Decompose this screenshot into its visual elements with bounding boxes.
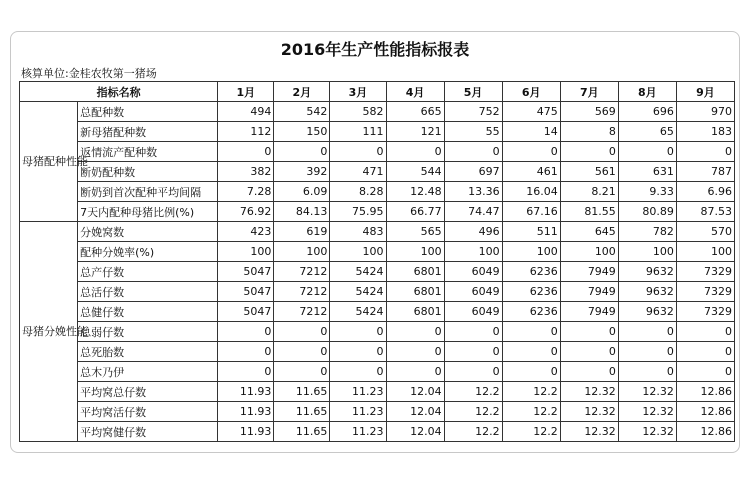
table-row — [20, 302, 735, 322]
value-cell: 0 — [330, 322, 386, 342]
month-header: 4月 — [386, 82, 444, 102]
value-cell: 81.55 — [560, 202, 618, 222]
value-cell: 782 — [618, 222, 676, 242]
month-header: 6月 — [502, 82, 560, 102]
value-cell: 74.47 — [444, 202, 502, 222]
value-cell: 6.09 — [274, 182, 330, 202]
value-cell: 5424 — [330, 282, 386, 302]
metric-label: 总健仔数 — [78, 302, 218, 322]
value-cell: 0 — [274, 322, 330, 342]
metric-label: 断奶配种数 — [78, 162, 218, 182]
value-cell: 183 — [676, 122, 734, 142]
value-cell: 8.28 — [330, 182, 386, 202]
value-cell: 13.36 — [444, 182, 502, 202]
metric-label: 总产仔数 — [78, 262, 218, 282]
value-cell: 0 — [560, 322, 618, 342]
value-cell: 544 — [386, 162, 444, 182]
value-cell: 0 — [560, 142, 618, 162]
value-cell: 12.2 — [502, 402, 560, 422]
value-cell: 0 — [502, 362, 560, 382]
value-cell: 12.48 — [386, 182, 444, 202]
value-cell: 787 — [676, 162, 734, 182]
value-cell: 11.23 — [330, 422, 386, 442]
value-cell: 0 — [502, 142, 560, 162]
value-cell: 6236 — [502, 262, 560, 282]
value-cell: 392 — [274, 162, 330, 182]
value-cell: 11.93 — [218, 422, 274, 442]
metric-label: 分娩窝数 — [78, 222, 218, 242]
value-cell: 12.2 — [444, 382, 502, 402]
value-cell: 0 — [218, 342, 274, 362]
value-cell: 7.28 — [218, 182, 274, 202]
value-cell: 11.65 — [274, 402, 330, 422]
value-cell: 11.93 — [218, 382, 274, 402]
value-cell: 100 — [502, 242, 560, 262]
metric-label: 配种分娩率(%) — [78, 242, 218, 262]
table-row — [20, 422, 735, 442]
value-cell: 0 — [618, 142, 676, 162]
value-cell: 65 — [618, 122, 676, 142]
value-cell: 475 — [502, 102, 560, 122]
value-cell: 75.95 — [330, 202, 386, 222]
value-cell: 0 — [444, 342, 502, 362]
table-row — [20, 362, 735, 382]
value-cell: 471 — [330, 162, 386, 182]
table-row — [20, 342, 735, 362]
value-cell: 55 — [444, 122, 502, 142]
value-cell: 0 — [386, 342, 444, 362]
value-cell: 7212 — [274, 282, 330, 302]
metric-label: 新母猪配种数 — [78, 122, 218, 142]
value-cell: 9632 — [618, 262, 676, 282]
month-header: 7月 — [560, 82, 618, 102]
value-cell: 150 — [274, 122, 330, 142]
value-cell: 76.92 — [218, 202, 274, 222]
value-cell: 0 — [676, 362, 734, 382]
value-cell: 12.04 — [386, 402, 444, 422]
metric-label: 平均窝总仔数 — [78, 382, 218, 402]
table-row — [20, 242, 735, 262]
value-cell: 5047 — [218, 262, 274, 282]
value-cell: 565 — [386, 222, 444, 242]
month-header: 2月 — [274, 82, 330, 102]
month-header: 5月 — [444, 82, 502, 102]
value-cell: 6236 — [502, 282, 560, 302]
value-cell: 6801 — [386, 262, 444, 282]
value-cell: 14 — [502, 122, 560, 142]
value-cell: 16.04 — [502, 182, 560, 202]
value-cell: 970 — [676, 102, 734, 122]
table-row — [20, 182, 735, 202]
value-cell: 112 — [218, 122, 274, 142]
value-cell: 12.86 — [676, 422, 734, 442]
value-cell: 11.93 — [218, 402, 274, 422]
value-cell: 6.96 — [676, 182, 734, 202]
value-cell: 0 — [618, 322, 676, 342]
value-cell: 631 — [618, 162, 676, 182]
performance-table — [19, 81, 735, 442]
value-cell: 6049 — [444, 302, 502, 322]
value-cell: 5047 — [218, 302, 274, 322]
value-cell: 7212 — [274, 302, 330, 322]
table-row — [20, 102, 735, 122]
value-cell: 665 — [386, 102, 444, 122]
metric-label: 7天内配种母猪比例(%) — [78, 202, 218, 222]
value-cell: 6236 — [502, 302, 560, 322]
value-cell: 11.23 — [330, 382, 386, 402]
value-cell: 100 — [676, 242, 734, 262]
value-cell: 100 — [618, 242, 676, 262]
value-cell: 12.32 — [618, 422, 676, 442]
value-cell: 80.89 — [618, 202, 676, 222]
value-cell: 494 — [218, 102, 274, 122]
value-cell: 100 — [274, 242, 330, 262]
value-cell: 12.32 — [560, 402, 618, 422]
indicator-header: 指标名称 — [20, 82, 218, 102]
table-row — [20, 202, 735, 222]
accounting-unit: 核算单位:金桂农牧第一猪场 — [21, 67, 157, 80]
metric-label: 总活仔数 — [78, 282, 218, 302]
value-cell: 561 — [560, 162, 618, 182]
value-cell: 12.86 — [676, 382, 734, 402]
month-header: 9月 — [676, 82, 734, 102]
value-cell: 570 — [676, 222, 734, 242]
value-cell: 100 — [560, 242, 618, 262]
value-cell: 5424 — [330, 302, 386, 322]
table-row — [20, 222, 735, 242]
value-cell: 752 — [444, 102, 502, 122]
value-cell: 0 — [274, 362, 330, 382]
value-cell: 12.32 — [560, 422, 618, 442]
group-label: 母猪配种性能 — [20, 102, 78, 222]
value-cell: 111 — [330, 122, 386, 142]
value-cell: 12.32 — [618, 402, 676, 422]
month-header: 1月 — [218, 82, 274, 102]
value-cell: 496 — [444, 222, 502, 242]
value-cell: 0 — [444, 142, 502, 162]
value-cell: 0 — [218, 362, 274, 382]
value-cell: 0 — [330, 362, 386, 382]
value-cell: 12.2 — [502, 382, 560, 402]
value-cell: 511 — [502, 222, 560, 242]
value-cell: 9632 — [618, 282, 676, 302]
value-cell: 9.33 — [618, 182, 676, 202]
value-cell: 5047 — [218, 282, 274, 302]
value-cell: 0 — [218, 322, 274, 342]
table-row — [20, 382, 735, 402]
value-cell: 542 — [274, 102, 330, 122]
value-cell: 7329 — [676, 282, 734, 302]
value-cell: 7949 — [560, 262, 618, 282]
value-cell: 0 — [502, 342, 560, 362]
value-cell: 582 — [330, 102, 386, 122]
value-cell: 100 — [218, 242, 274, 262]
table-row — [20, 122, 735, 142]
value-cell: 100 — [444, 242, 502, 262]
value-cell: 0 — [676, 142, 734, 162]
value-cell: 0 — [218, 142, 274, 162]
metric-label: 总配种数 — [78, 102, 218, 122]
table-row — [20, 262, 735, 282]
metric-label: 总木乃伊 — [78, 362, 218, 382]
value-cell: 569 — [560, 102, 618, 122]
value-cell: 66.77 — [386, 202, 444, 222]
value-cell: 461 — [502, 162, 560, 182]
metric-label: 总死胎数 — [78, 342, 218, 362]
value-cell: 645 — [560, 222, 618, 242]
table-row — [20, 402, 735, 422]
value-cell: 0 — [676, 322, 734, 342]
value-cell: 7329 — [676, 262, 734, 282]
value-cell: 7212 — [274, 262, 330, 282]
header-row — [20, 82, 735, 102]
metric-label: 平均窝健仔数 — [78, 422, 218, 442]
value-cell: 696 — [618, 102, 676, 122]
value-cell: 619 — [274, 222, 330, 242]
value-cell: 0 — [560, 362, 618, 382]
value-cell: 382 — [218, 162, 274, 182]
value-cell: 6801 — [386, 302, 444, 322]
value-cell: 12.2 — [502, 422, 560, 442]
value-cell: 0 — [330, 342, 386, 362]
value-cell: 483 — [330, 222, 386, 242]
value-cell: 11.65 — [274, 422, 330, 442]
value-cell: 0 — [560, 342, 618, 362]
table-row — [20, 322, 735, 342]
value-cell: 7949 — [560, 282, 618, 302]
value-cell: 84.13 — [274, 202, 330, 222]
metric-label: 平均窝活仔数 — [78, 402, 218, 422]
value-cell: 67.16 — [502, 202, 560, 222]
value-cell: 697 — [444, 162, 502, 182]
value-cell: 11.65 — [274, 382, 330, 402]
value-cell: 12.04 — [386, 422, 444, 442]
value-cell: 0 — [676, 342, 734, 362]
value-cell: 0 — [386, 362, 444, 382]
value-cell: 100 — [386, 242, 444, 262]
table-row — [20, 282, 735, 302]
value-cell: 0 — [618, 342, 676, 362]
value-cell: 6049 — [444, 262, 502, 282]
value-cell: 9632 — [618, 302, 676, 322]
report-title: 2016年生产性能指标报表 — [280, 40, 470, 59]
month-header: 3月 — [330, 82, 386, 102]
value-cell: 8 — [560, 122, 618, 142]
month-header: 8月 — [618, 82, 676, 102]
table-body — [20, 102, 735, 442]
value-cell: 121 — [386, 122, 444, 142]
value-cell: 0 — [444, 322, 502, 342]
value-cell: 0 — [386, 322, 444, 342]
value-cell: 0 — [618, 362, 676, 382]
metric-label: 总弱仔数 — [78, 322, 218, 342]
value-cell: 12.32 — [618, 382, 676, 402]
value-cell: 0 — [274, 142, 330, 162]
metric-label: 返情流产配种数 — [78, 142, 218, 162]
value-cell: 12.04 — [386, 382, 444, 402]
value-cell: 12.32 — [560, 382, 618, 402]
value-cell: 12.2 — [444, 402, 502, 422]
value-cell: 0 — [502, 322, 560, 342]
value-cell: 5424 — [330, 262, 386, 282]
value-cell: 0 — [330, 142, 386, 162]
value-cell: 6801 — [386, 282, 444, 302]
value-cell: 7949 — [560, 302, 618, 322]
value-cell: 6049 — [444, 282, 502, 302]
table-row — [20, 142, 735, 162]
value-cell: 423 — [218, 222, 274, 242]
value-cell: 0 — [444, 362, 502, 382]
value-cell: 0 — [386, 142, 444, 162]
value-cell: 12.86 — [676, 402, 734, 422]
report-card — [10, 31, 740, 453]
value-cell: 11.23 — [330, 402, 386, 422]
value-cell: 12.2 — [444, 422, 502, 442]
table-row — [20, 162, 735, 182]
metric-label: 断奶到首次配种平均间隔 — [78, 182, 218, 202]
value-cell: 0 — [274, 342, 330, 362]
value-cell: 100 — [330, 242, 386, 262]
group-label: 母猪分娩性能 — [20, 222, 78, 442]
value-cell: 87.53 — [676, 202, 734, 222]
value-cell: 7329 — [676, 302, 734, 322]
value-cell: 8.21 — [560, 182, 618, 202]
